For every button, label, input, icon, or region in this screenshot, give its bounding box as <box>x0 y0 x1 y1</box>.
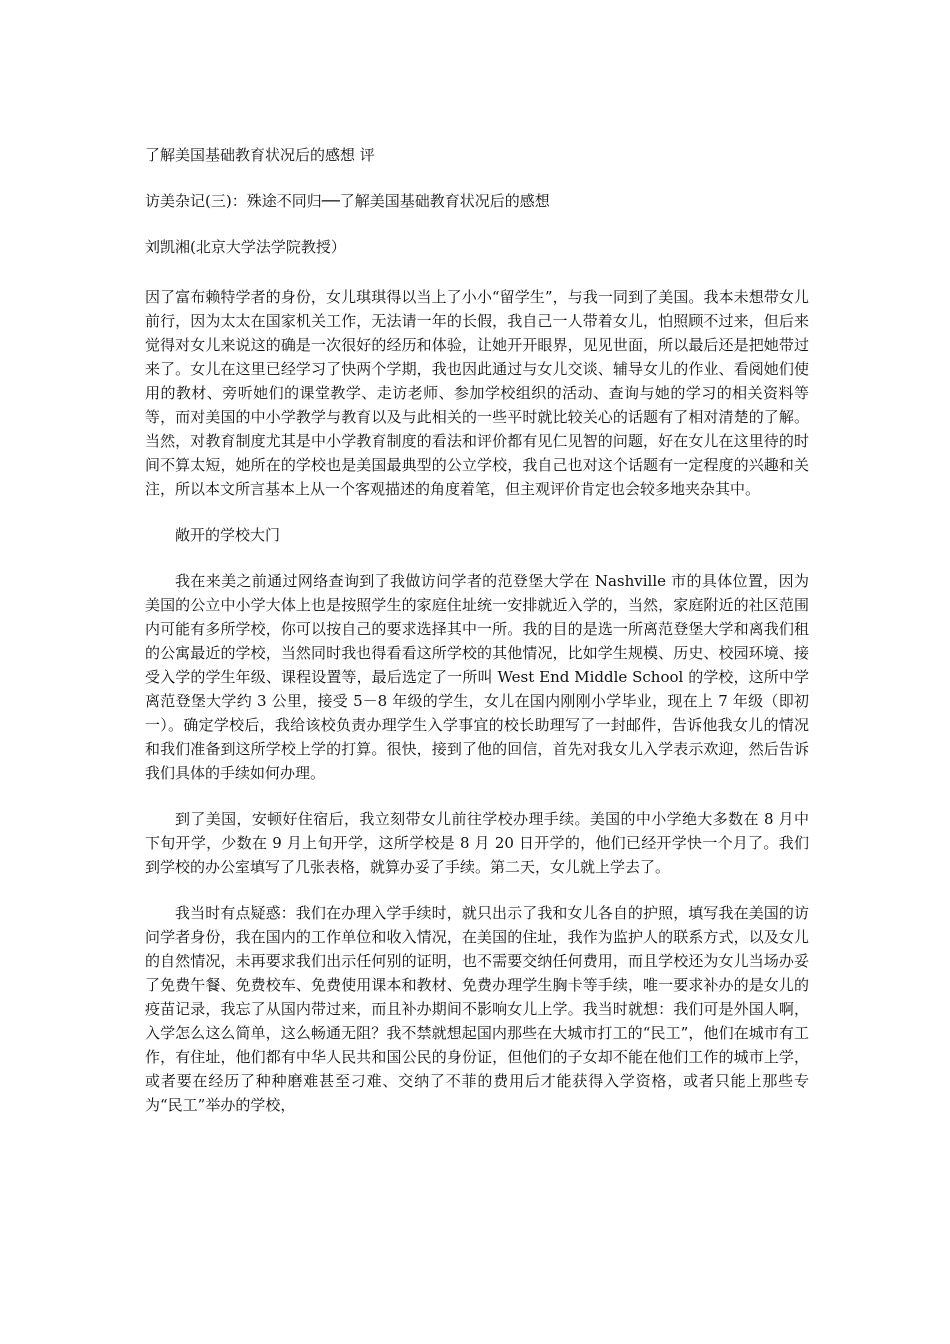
intro-paragraph: 因了富布赖特学者的身份，女儿琪琪得以当上了小小“留学生”，与我一同到了美国。我本未想带女儿前行，因为太太在国家机关工作，无法请一年的长假，我自己一人带着女儿，怕照顾不过来，但后来觉得对女儿来说这的确是一次很好的经历和体验，让她开开眼界，见见世面，所以最后还是把她带过来了。女儿在这里已经学习了快两个学期，我也因此通过与女儿交谈、辅导女儿的作业、看阅她们使用的教材、旁听她们的课堂教学、走访老师、参加学校组织的活动、查询与她的学习的相关资料等等，而对美国的中小学教学与教育以及与此相关的一些平时就比较关心的话题有了相对清楚的了解。当然，对教育制度尤其是中小学教育制度的看法和评价都有见仁见智的问题，好在女儿在这里待的时间不算太短，她所在的学校也是美国最典型的公立学校，我自己也对这个话题有一定程度的兴趣和关注，所以本文所言基本上从一个客观描述的角度着笔，但主观评价肯定也会较多地夹杂其中。 <box>145 288 809 498</box>
document-title: 了解美国基础教育状况后的感想 评 <box>145 146 375 164</box>
body-paragraph: 我当时有点疑惑：我们在办理入学手续时，就只出示了我和女儿各自的护照，填写我在美国的访问学者身份，我在国内的工作单位和收入情况，在美国的住址，我作为监护人的联系方式，以及女儿的自然情况，未再要求我们出示任何别的证明，也不需要交纳任何费用，而且学校还为女儿当场办妥了免费午餐、免费校车、免费使用课本和教材、免费办理学生胸卡等手续，唯一要求补办的是女儿的疫苗记录，我忘了从国内带过来，而且补办期间不影响女儿上学。我当时就想：我们可是外国人啊，入学怎么这么简单，这么畅通无阻？我不禁就想起国内那些在大城市打工的“民工”，他们在城市有工作，有住址，他们都有中华人民共和国公民的身份证，但他们的子女却不能在他们工作的城市上学，或者要在经历了种种磨难甚至刁难、交纳了不菲的费用后才能获得入学资格，或者只能上那些专为“民工”举办的学校， <box>145 904 809 1114</box>
document-subtitle: 访美杂记(三)：殊途不同归──了解美国基础教育状况后的感想 <box>145 192 550 210</box>
body-paragraph: 到了美国，安顿好住宿后，我立刻带女儿前往学校办理手续。美国的中小学绝大多数在 8 月中下旬开学，少数在 9 月上旬开学，这所学校是 8 月 20 日开学的，他们已经开学快一个月了。我们到学校的办公室填写了几张表格，就算办妥了手续。第二天，女儿就上学去了。 <box>145 810 809 876</box>
section-heading: 敞开的学校大门 <box>175 526 281 544</box>
body-paragraph: 我在来美之前通过网络查询到了我做访问学者的范登堡大学在 Nashville 市的具体位置，因为美国的公立中小学大体上也是按照学生的家庭住址统一安排就近入学的，当然，家庭附近的社区范围内可能有多所学校，你可以按自己的要求选择其中一所。我的目的是选一所离范登堡大学和离我们租的公寓最近的学校，当然同时我也得看看这所学校的其他情况，比如学生规模、历史、校园环境、接受入学的学生年级、课程设置等，最后选定了一所叫 West End Middle School 的学校，这所中学离范登堡大学约 3 公里，接受 5－8 年级的学生，女儿在国内刚刚小学毕业，现在上 7 年级（即初一）。确定学校后，我给该校负责办理学生入学事宜的校长助理写了一封邮件，告诉他我女儿的情况和我们准备到这所学校上学的打算。很快，接到了他的回信，首先对我女儿入学表示欢迎，然后告诉我们具体的手续如何办理。 <box>145 572 809 782</box>
document-author: 刘凯湘(北京大学法学院教授） <box>145 238 346 256</box>
document-page <box>145 143 809 1139</box>
